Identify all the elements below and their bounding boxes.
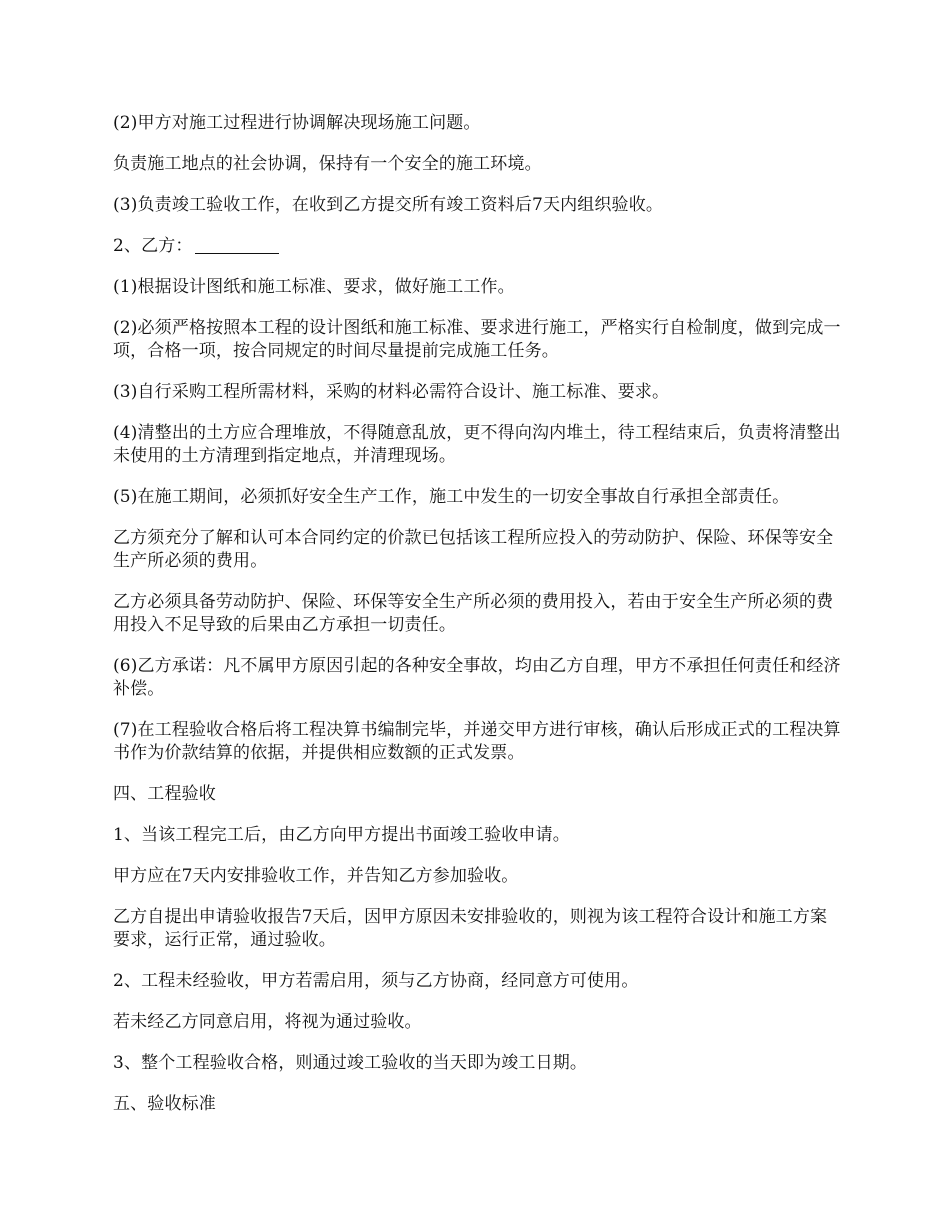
paragraph: (7)在工程验收合格后将工程决算书编制完毕，并递交甲方进行审核，确认后形成正式的工程决算书作为价款结算的依据，并提供相应数额的正式发票。 — [113, 720, 841, 763]
paragraph: 乙方必须具备劳动防护、保险、环保等安全生产所必须的费用投入，若由于安全生产所必须的费用投入不足导致的后果由乙方承担一切责任。 — [113, 592, 834, 635]
party-b-heading — [113, 235, 843, 258]
party-b-label: 2、乙方： — [113, 236, 193, 256]
signature-blank-line — [195, 236, 279, 254]
paragraph: (2)甲方对施工过程进行协调解决现场施工问题。 — [113, 113, 481, 133]
paragraph: 2、工程未经验收，甲方若需启用，须与乙方协商，经同意方可使用。 — [113, 971, 639, 991]
paragraph: 负责施工地点的社会协调，保持有一个安全的施工环境。 — [113, 154, 542, 174]
document-body — [113, 112, 843, 1134]
paragraph: (1)根据设计图纸和施工标准、要求，做好施工工作。 — [113, 277, 515, 297]
section-heading: 五、验收标准 — [113, 1094, 216, 1114]
paragraph: (3)自行采购工程所需材料，采购的材料必需符合设计、施工标准、要求。 — [113, 382, 670, 402]
paragraph: 乙方自提出申请验收报告7天后，因甲方原因未安排验收的，则视为该工程符合设计和施工方案要求，运行正常，通过验收。 — [113, 907, 828, 950]
paragraph: 乙方须充分了解和认可本合同约定的价款已包括该工程所应投入的劳动防护、保险、环保等安全生产所必须的费用。 — [113, 528, 834, 571]
paragraph: 1、当该工程完工后，由乙方向甲方提出书面竣工验收申请。 — [113, 825, 570, 845]
paragraph: (6)乙方承诺：凡不属甲方原因引起的各种安全事故，均由乙方自理，甲方不承担任何责任和经济补偿。 — [113, 656, 841, 699]
paragraph: (4)清整出的土方应合理堆放，不得随意乱放，更不得向沟内堆土，待工程结束后，负责将清整出未使用的土方清理到指定地点，并清理现场。 — [113, 423, 841, 466]
paragraph: (2)必须严格按照本工程的设计图纸和施工标准、要求进行施工，严格实行自检制度，做到完成一项，合格一项，按合同规定的时间尽量提前完成施工任务。 — [113, 318, 841, 361]
section-heading: 四、工程验收 — [113, 784, 216, 804]
paragraph: (3)负责竣工验收工作，在收到乙方提交所有竣工资料后7天内组织验收。 — [113, 195, 663, 215]
paragraph: 甲方应在7天内安排验收工作，并告知乙方参加验收。 — [113, 866, 519, 886]
paragraph: (5)在施工期间，必须抓好安全生产工作，施工中发生的一切安全事故自行承担全部责任。 — [113, 487, 790, 507]
paragraph: 若未经乙方同意启用，将视为通过验收。 — [113, 1012, 422, 1032]
paragraph: 3、整个工程验收合格，则通过竣工验收的当天即为竣工日期。 — [113, 1053, 588, 1073]
